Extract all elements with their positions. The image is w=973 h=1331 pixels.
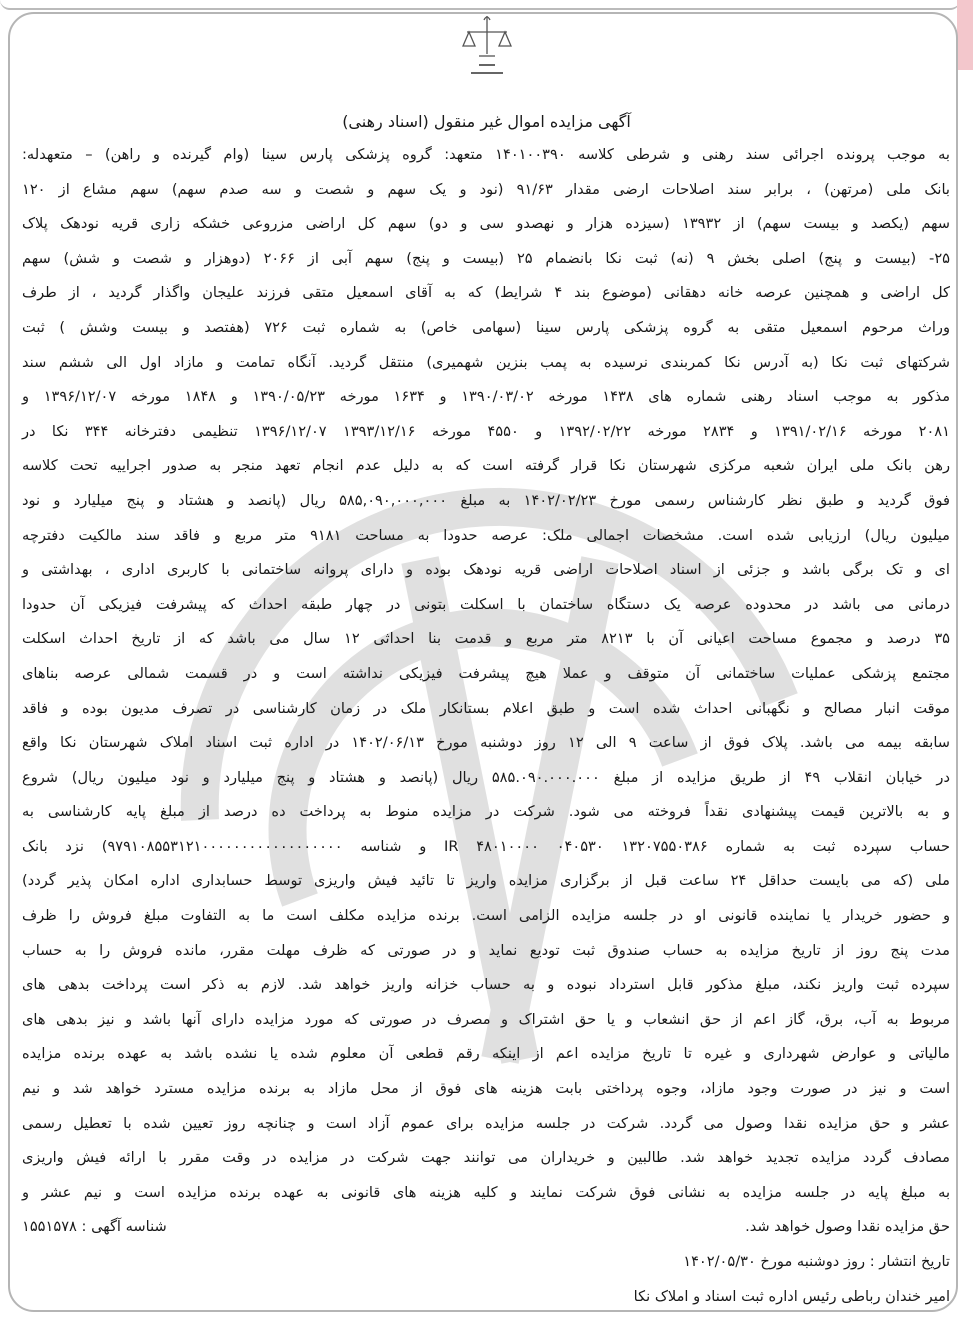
- notice-id: شناسه آگهی : ۱۵۵۱۵۷۸: [22, 1218, 167, 1236]
- body-line: است و نیز در صورت وجود مازاد، وجوه پرداختی بابت هزینه های فوق از محل مازاد به برنده مزایده مسترد خواهد شد و نیم: [22, 1080, 950, 1098]
- body-line: مربوط به آب، برق، گاز اعم از حق انشعاب و یا حق اشتراک و مصرف در صورتی که مورد مزایده دارای آنها باشد و نیز بدهی های: [22, 1010, 950, 1028]
- previous-notice-border: [0, 0, 960, 10]
- body-line: فوق گردید و طبق نظر کارشناس رسمی مورخ ۱۴۰۲/۰۲/۲۳ به مبلغ ۵۸۵,۰۹۰,۰۰۰,۰۰۰ ریال (پانصد و هشتاد و پنج میلیارد و نود: [22, 491, 951, 509]
- body-line: رهن بانک ملی ایران شعبه مرکزی شهرستان نکا قرار گرفته است که به دلیل عدم انجام تعهد منجر به صدور اجراییه تحت کلاسه: [22, 457, 950, 475]
- notice-body: [22, 142, 950, 1318]
- body-line: کل اراضی و همچنین عرصه خانه دهقانی (موضوع بند ۴ شرایط) که به آقای اسمعیل متقی فرزند علیجان واگذار گردید ، از طرف: [22, 284, 950, 302]
- body-closing-text: حق مزایده نقدا وصول خواهد شد.: [745, 1218, 950, 1236]
- body-line: ملی (که می بایست حداقل ۲۴ ساعت قبل از برگزاری مزایده واریز تا تائید فیش واریزی توسط حسابداری اداره امکان پذیر گردد): [22, 872, 950, 890]
- body-line: سابقه بیمه می باشد. پلاک فوق از ساعت ۹ الی ۱۲ روز دوشنبه مورخ ۱۴۰۲/۰۶/۱۳ در اداره ثبت اسناد املاک شهرستان نکا واقع: [22, 734, 950, 752]
- judiciary-emblem-logo: [457, 14, 517, 86]
- page-edge-mark: [957, 0, 973, 70]
- body-line: به موجب پرونده اجرائی سند رهنی و شرطی کلاسه ۱۴۰۱۰۰۳۹۰ متعهد: گروه پزشکی پارس سینا (وام گیرنده و راهن) – متعهدله:: [22, 146, 950, 163]
- body-line: در خیابان انقلاب ۴۹ از طریق مزایده از مبلغ ۵۸۵.۰۹۰.۰۰۰.۰۰۰ ریال (پانصد و هشتاد و پنج میلیارد و نود میلیون ریال) شروع: [22, 768, 950, 786]
- body-line: وراث مرحوم اسمعیل متقی به گروه پزشکی پارس سینا (سهامی خاص) به شماره ثبت ۷۲۶ (هفتصد و بیست وشش ) ثبت: [22, 318, 950, 336]
- body-line: موقت انبار مصالح و نگهبانی احداث شده است و طبق اعلام بستانکار ملک در زمان کارشناسی در تصرف مدیون بوده و فاقد: [22, 699, 950, 717]
- body-line: عشر و حق مزایده نقدا وصول می گردد. شرکت در جلسه مزایده برای عموم آزاد است و چنانچه روز تعیین شده با تعطیل رسمی: [22, 1114, 950, 1132]
- body-line: سهم (یکصد و بیست سهم) از ۱۳۹۳۲ (سیزده هزار و نهصدو سی و دو) سهم کل اراضی مزروعی خشکه زاری قریه نودهک پلاک: [22, 215, 950, 233]
- body-line: ۳۵ درصد و مجموع مساحت اعیانی آن با ۸۲۱۳ متر مربع و قدمت بنا احداثی ۱۲ سال می باشد که از تاریخ احداث اسکلت: [22, 630, 950, 648]
- body-line: و به بالاترین قیمت پیشنهادی نقداً فروخته می شود. شرکت در مزایده منوط به پرداخت ده درصد از مبلغ پایه کارشناسی به: [22, 803, 950, 821]
- publish-date: تاریخ انتشار : روز دوشنبه مورخ ۱۴۰۲/۰۵/۳۰: [683, 1253, 950, 1270]
- body-line: و حضور خریدار یا نماینده قانونی او در جلسه مزایده الزامی است. برنده مزایده مکلف است ما به التفاوت مبلغ فروش را ظرف: [22, 907, 950, 925]
- body-line: حساب سپرده ثبت به شماره ۱۳۲۰۷۵۵۰۳۸۶ ۰۴۰۵۳۰ IR ۴۸۰۱۰۰۰۰ و شناسه ۹۷۹۱۰۸۵۵۳۱۲۱۰۰۰۰۰۰۰۰۰۰۰۰۰۰۰۰۰۰) نزد بانک: [22, 837, 950, 855]
- body-line: ای و تک برگی باشد و جزئی از اسناد اصلاحات اراضی قریه نودهک بوده و دارای پروانه ساختمانی با کاربری اداری ، بهداشتی و: [22, 561, 950, 579]
- signature: امیر خندان رباطی رئیس اداره ثبت اسناد و املاک نکا: [633, 1287, 950, 1305]
- body-line: شرکتهای ثبت نکا (به آدرس نکا کمربندی نرسیده به پمب بنزین شهمیری) منتقل گردید. آنگاه تمامت و مازاد اول الی ششم سند: [22, 353, 950, 371]
- body-line: به مبلغ پایه در جلسه مزایده به نشانی فوق شرکت نمایند و کلیه هزینه های قانونی به عهده برنده مزایده است و نیم عشر و: [22, 1183, 950, 1201]
- body-line: مجتمع پزشکی عملیات ساختمانی آن متوقف و عملا هیچ پیشرفت فیزیکی نداشته است و در قسمت شمالی عرصه بناهای: [22, 664, 950, 682]
- body-line: مذکور به موجب اسناد رهنی شماره های ۱۴۳۸ مورخه ۱۳۹۰/۰۳/۰۲ و ۱۶۳۴ مورخه ۱۳۹۰/۰۵/۲۳ و ۱۸۴۸ مورخه ۱۳۹۶/۱۲/۰۷ و: [22, 388, 951, 406]
- body-line: میلیون ریال) ارزیابی شده است. مشخصات اجمالی ملک: عرصه حدودا به مساحت ۹۱۸۱ متر مربع و فاقد سند مالکیت دفترچه: [22, 526, 950, 544]
- body-line: ۲۵- (بیست و پنج) اصلی بخش ۹ (نه) ثبت نکا بانضمام ۲۵ (بیست و پنج) سهم آبی از ۲۰۶۶ (دوهزار و شصت و شش) سهم: [22, 249, 950, 267]
- notice-title: آگهی مزایده اموال غیر منقول (اسناد رهنی): [342, 112, 631, 131]
- body-line: بانک ملی (مرتهن) ، برابر سند اصلاحات ارضی مقدار ۹۱/۶۳ (نود و یک سهم و شصت و سه صدم سهم) سهم مشاع از ۱۲۰: [22, 180, 950, 198]
- body-line: سپرده ثبت واریز نکند، مبلغ مذکور قابل استرداد نبوده و به حساب خزانه واریز خواهد شد. لازم به ذکر است پرداخت بدهی های: [22, 976, 950, 994]
- body-line: مالیاتی و عوارض شهرداری و غیره تا تاریخ مزایده اعم از اینکه رقم قطعی آن معلوم شده یا نشده باشد به عهده برنده مزایده: [22, 1045, 950, 1063]
- body-line: مدت پنج روز از تاریخ مزایده به حساب صندوق ثبت تودیع نماید و در صورتی که ظرف مهلت مقرر، مانده فروش را به حساب: [22, 941, 950, 959]
- body-line: مصادف گردد مزایده تجدید خواهد شد. طالبین و خریداران می توانند جهت شرکت در مزایده در وقت مقرر با ارائه فیش واریزی: [22, 1149, 950, 1167]
- body-line: درمانی می باشد در محدوده عرصه یک دستگاه ساختمان با اسکلت بتونی در چهار طبقه احداث که پیشرفت فیزیکی آن حدودا: [22, 595, 950, 613]
- body-line: ۲۰۸۱ مورخه ۱۳۹۱/۰۲/۱۶ و ۲۸۳۴ مورخه ۱۳۹۲/۰۲/۲۲ و ۴۵۵۰ مورخه ۱۳۹۳/۱۲/۱۶ ۱۳۹۶/۱۲/۰۷ تنظیمی دفترخانه ۳۴۴ نکا در: [22, 422, 950, 440]
- body-last-line: [22, 1214, 950, 1249]
